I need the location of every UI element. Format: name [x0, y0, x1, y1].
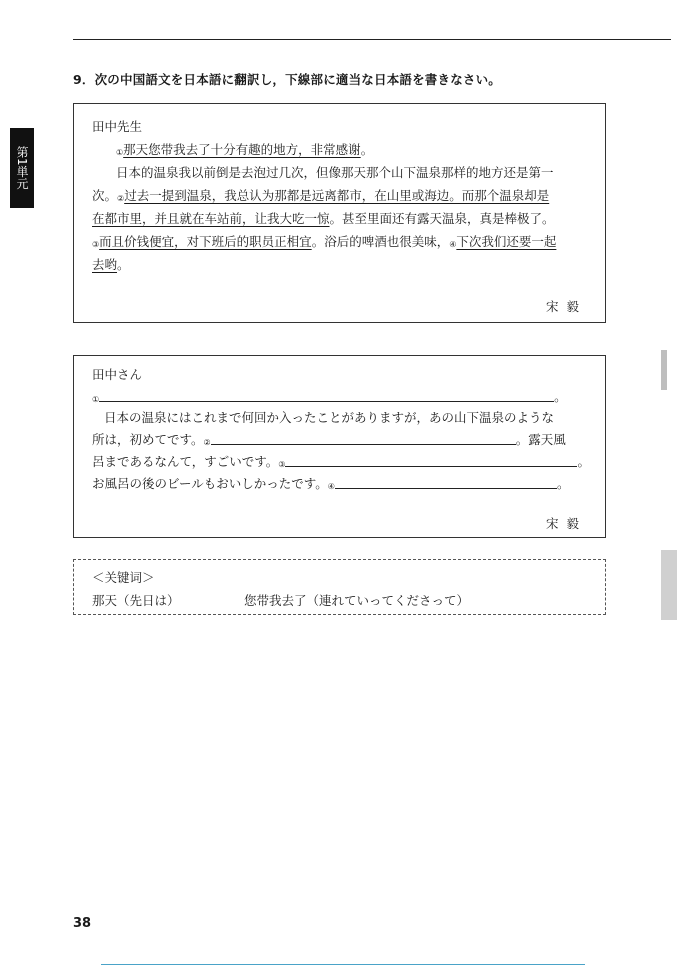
chinese-letter-box	[73, 103, 606, 323]
answer-line-3: 所は，初めてです。② 。露天風	[92, 432, 566, 447]
answer-line-5: お風呂の後のビールもおいしかったです。④ 。	[92, 476, 570, 491]
scan-artifact	[661, 550, 677, 620]
answer-blank-4[interactable]	[335, 478, 557, 489]
keywords-box	[73, 559, 606, 615]
answer-line-1: ① 。	[92, 389, 567, 404]
answer-blank-3[interactable]	[285, 456, 577, 467]
answer-blank-2[interactable]	[211, 434, 516, 445]
japanese-answer-box	[73, 355, 606, 538]
chinese-line-4: 在都市里，并且就在车站前，让我大吃一惊。甚至里面还有露天温泉，真是棒极了。	[92, 211, 555, 226]
scan-artifact	[661, 350, 667, 390]
chinese-greeting: 田中先生	[92, 119, 143, 134]
chinese-line-6: 去哟。	[92, 257, 130, 272]
japanese-greeting: 田中さん	[92, 367, 143, 382]
answer-blank-1[interactable]	[99, 391, 554, 402]
japanese-signature: 宋毅	[545, 516, 587, 531]
keyword-item-1: 那天（先日は）	[92, 593, 180, 608]
question-heading: 9．次の中国語文を日本語に翻訳し，下線部に適当な日本語を書きなさい。	[73, 72, 501, 87]
answer-line-2: 日本の温泉にはこれまで何回か入ったことがありますが，あの山下温泉のような	[104, 410, 555, 425]
bottom-rule	[101, 964, 585, 965]
keyword-item-2: 您带我去了（連れていってくださって）	[244, 593, 470, 608]
unit-side-tab: 第1単元	[10, 128, 34, 208]
chinese-line-5: ③而且价钱便宜，对下班后的职员正相宜。浴后的啤酒也很美味，④下次我们还要一起	[92, 234, 557, 249]
chinese-signature: 宋毅	[545, 299, 587, 314]
page-number: 38	[73, 916, 92, 931]
chinese-line-1: ①那天您带我去了十分有趣的地方，非常感谢。	[116, 142, 374, 157]
chinese-line-2: 日本的温泉我以前倒是去泡过几次，但像那天那个山下温泉那样的地方还是第一	[116, 165, 554, 180]
chinese-line-3: 次。②过去一提到温泉，我总认为那都是远离都市，在山里或海边。而那个温泉却是	[92, 188, 550, 203]
answer-line-4: 呂まであるなんて，すごいです。③ 。	[92, 454, 590, 469]
keywords-title: ＜关键词＞	[92, 570, 155, 585]
top-rule	[73, 39, 671, 40]
